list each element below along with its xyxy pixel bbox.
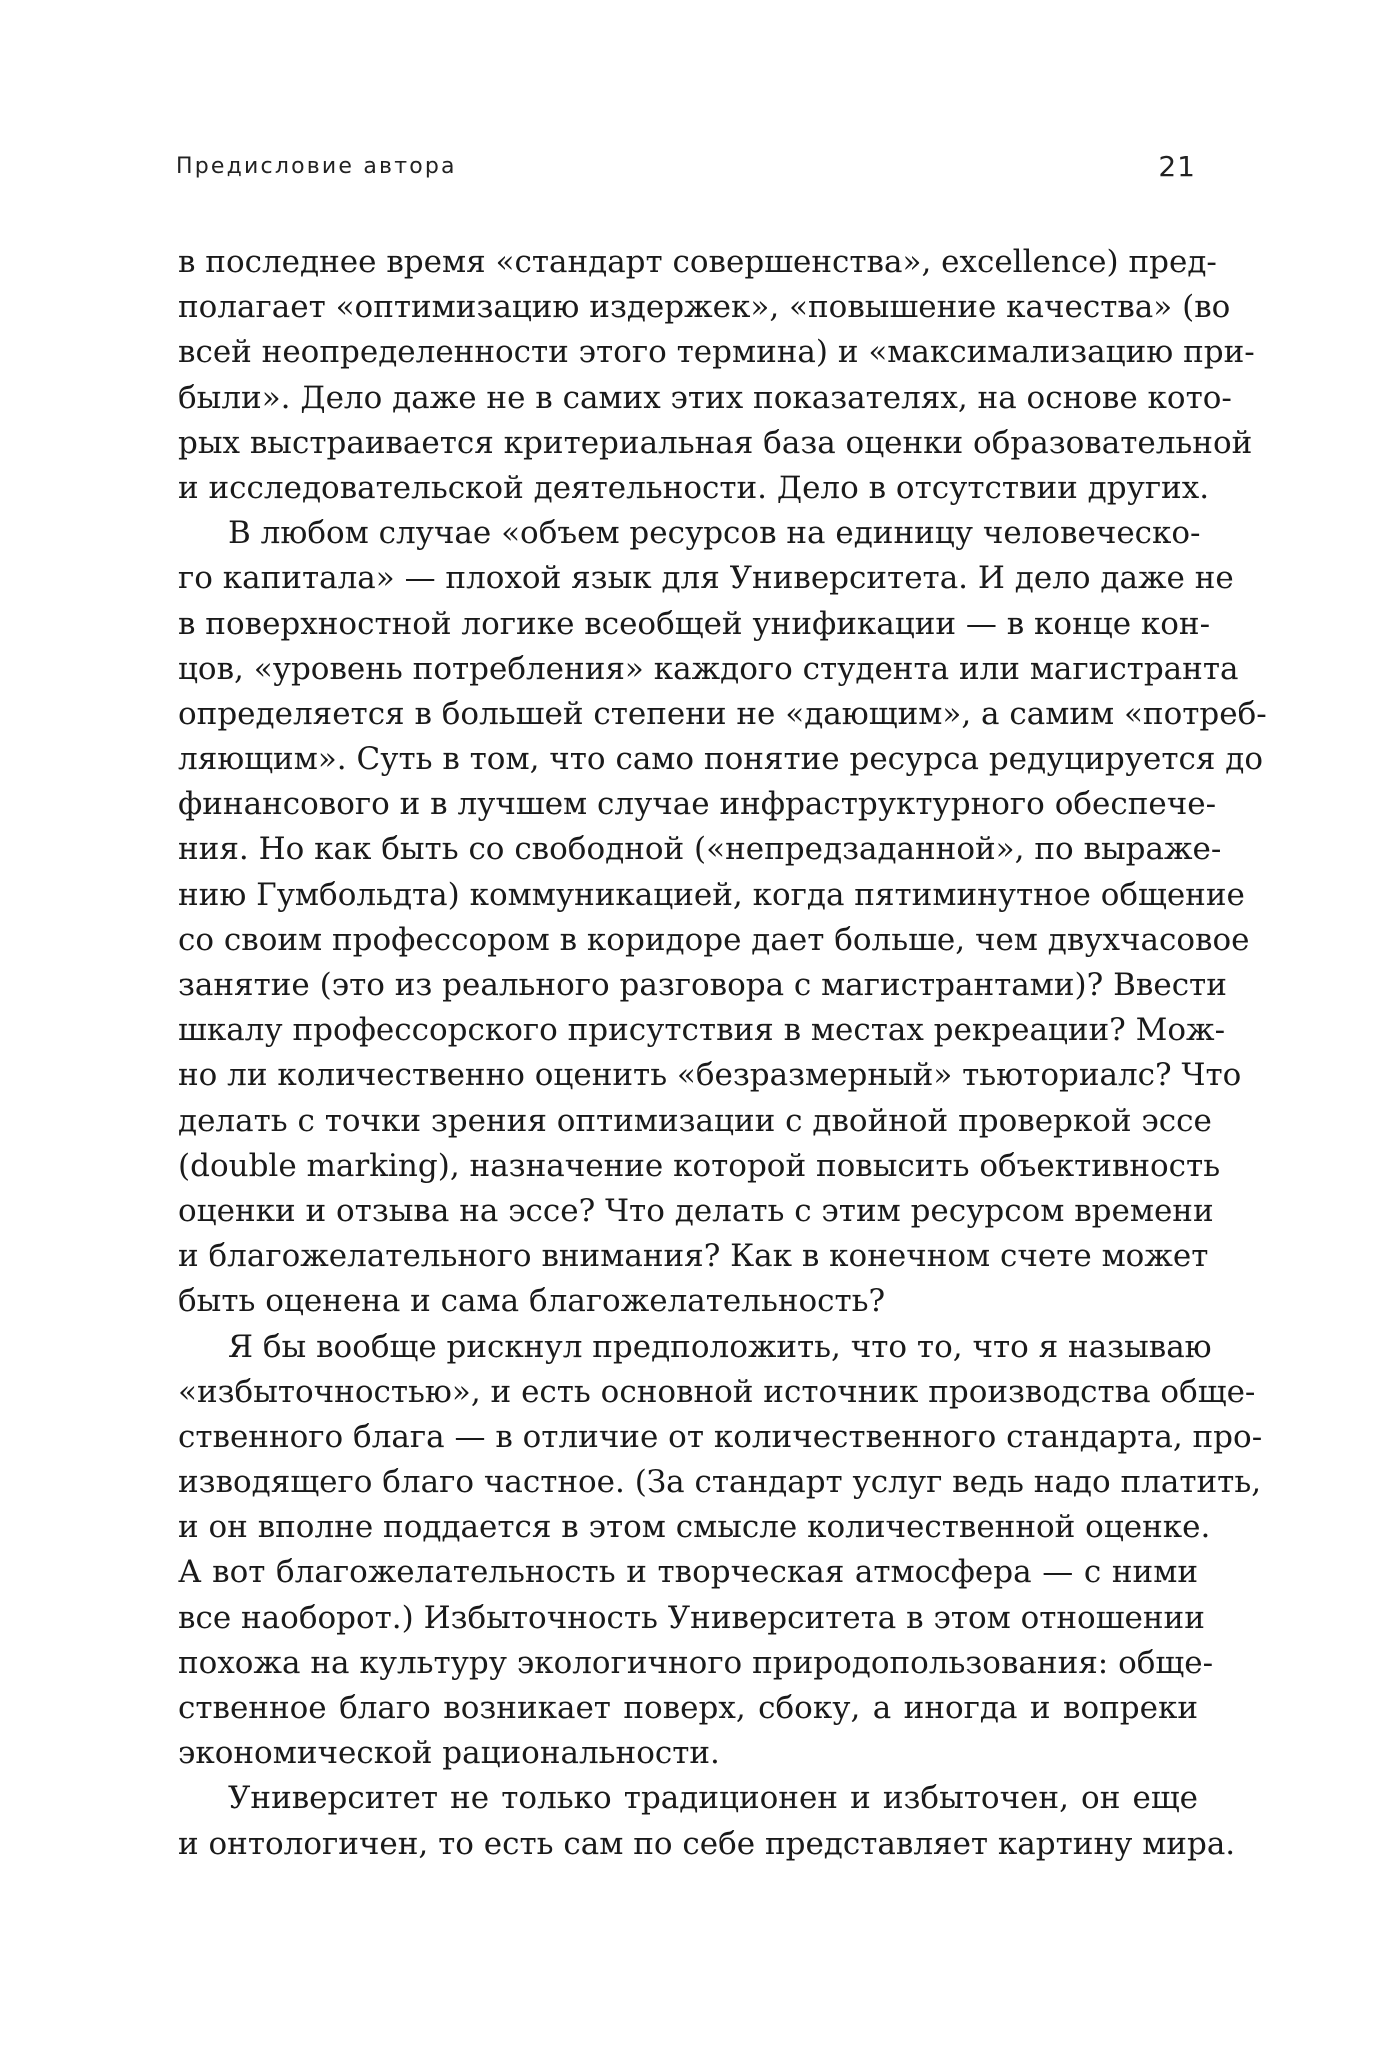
- text-line: ляющим». Суть в том, что само понятие ресурса редуцируется до: [178, 741, 1264, 778]
- text-line: го капитала» — плохой язык для Университета. И дело даже не: [178, 560, 1234, 597]
- text-line: Я бы вообще рискнул предположить, что то, что я называю: [228, 1328, 1212, 1365]
- text-line: и исследовательской деятельности. Дело в отсутствии других.: [178, 469, 1210, 506]
- text-line: (double marking), назначение которой повысить объективность: [178, 1147, 1221, 1184]
- text-line: «избыточностью», и есть основной источник производства обще-: [178, 1373, 1256, 1410]
- text-line: определяется в большей степени не «дающим», а самим «потреб-: [178, 695, 1267, 732]
- paragraph: [178, 240, 1255, 511]
- text-line: всей неопределенности этого термина) и «максимализацию при-: [178, 334, 1255, 371]
- text-line: в поверхностной логике всеобщей унификации — в конце кон-: [178, 605, 1211, 642]
- text-line: ния. Но как быть со свободной («непредзаданной», по выраже-: [178, 831, 1222, 868]
- text-line: делать с точки зрения оптимизации с двойной проверкой эссе: [178, 1102, 1212, 1139]
- text-line: Университет не только традиционен и избыточен, он еще: [228, 1780, 1198, 1817]
- text-line: занятие (это из реального разговора с магистрантами)? Ввести: [178, 967, 1227, 1003]
- text-line: финансового и в лучшем случае инфраструктурного обеспече-: [178, 786, 1217, 823]
- text-line: экономической рациональности.: [178, 1735, 720, 1772]
- running-head: [176, 150, 1196, 190]
- text-line: и онтологичен, то есть сам по себе представляет картину мира.: [178, 1825, 1236, 1862]
- text-line: со своим профессором в коридоре дает больше, чем двухчасовое: [178, 921, 1250, 958]
- text-line: в последнее время «стандарт совершенства», excellence) пред-: [178, 244, 1217, 280]
- text-line: и благожелательного внимания? Как в конечном счете может: [178, 1238, 1209, 1275]
- text-line: нию Гумбольдта) коммуникацией, когда пятиминутное общение: [178, 876, 1245, 913]
- text-line: изводящего благо частное. (За стандарт услуг ведь надо платить,: [178, 1464, 1262, 1501]
- text-line: и он вполне поддается в этом смысле количественной оценке.: [178, 1509, 1211, 1546]
- paragraph: [178, 1776, 1236, 1866]
- paragraph: [178, 511, 1267, 1324]
- text-line: оценки и отзыва на эссе? Что делать с этим ресурсом времени: [178, 1192, 1214, 1229]
- text-line: полагает «оптимизацию издержек», «повышение качества» (во: [178, 289, 1231, 326]
- text-line: цов, «уровень потребления» каждого студента или магистранта: [178, 650, 1239, 687]
- page-number: 21: [1158, 150, 1196, 183]
- paragraph: [178, 1325, 1263, 1777]
- text-line: ственное благо возникает поверх, сбоку, а иногда и вопреки: [178, 1690, 1198, 1726]
- text-line: похожа на культуру экологичного природопользования: обще-: [178, 1644, 1214, 1681]
- text-line: ственного блага — в отличие от количественного стандарта, про-: [178, 1418, 1263, 1455]
- text-line: быть оценена и сама благожелательность?: [178, 1283, 886, 1320]
- text-line: все наоборот.) Избыточность Университета в этом отношении: [178, 1599, 1205, 1636]
- text-line: но ли количественно оценить «безразмерный» тьюториалс? Что: [178, 1057, 1242, 1094]
- text-line: шкалу профессорского присутствия в местах рекреации? Мож-: [178, 1012, 1226, 1049]
- text-line: А вот благожелательность и творческая атмосфера — с ними: [178, 1554, 1198, 1591]
- text-line: рых выстраивается критериальная база оценки образовательной: [178, 424, 1253, 461]
- text-line: В любом случае «объем ресурсов на единицу человеческо-: [228, 515, 1201, 552]
- text-line: были». Дело даже не в самих этих показателях, на основе кото-: [178, 379, 1232, 416]
- body-text: [178, 240, 1267, 1867]
- running-title: Предисловие автора: [176, 154, 457, 179]
